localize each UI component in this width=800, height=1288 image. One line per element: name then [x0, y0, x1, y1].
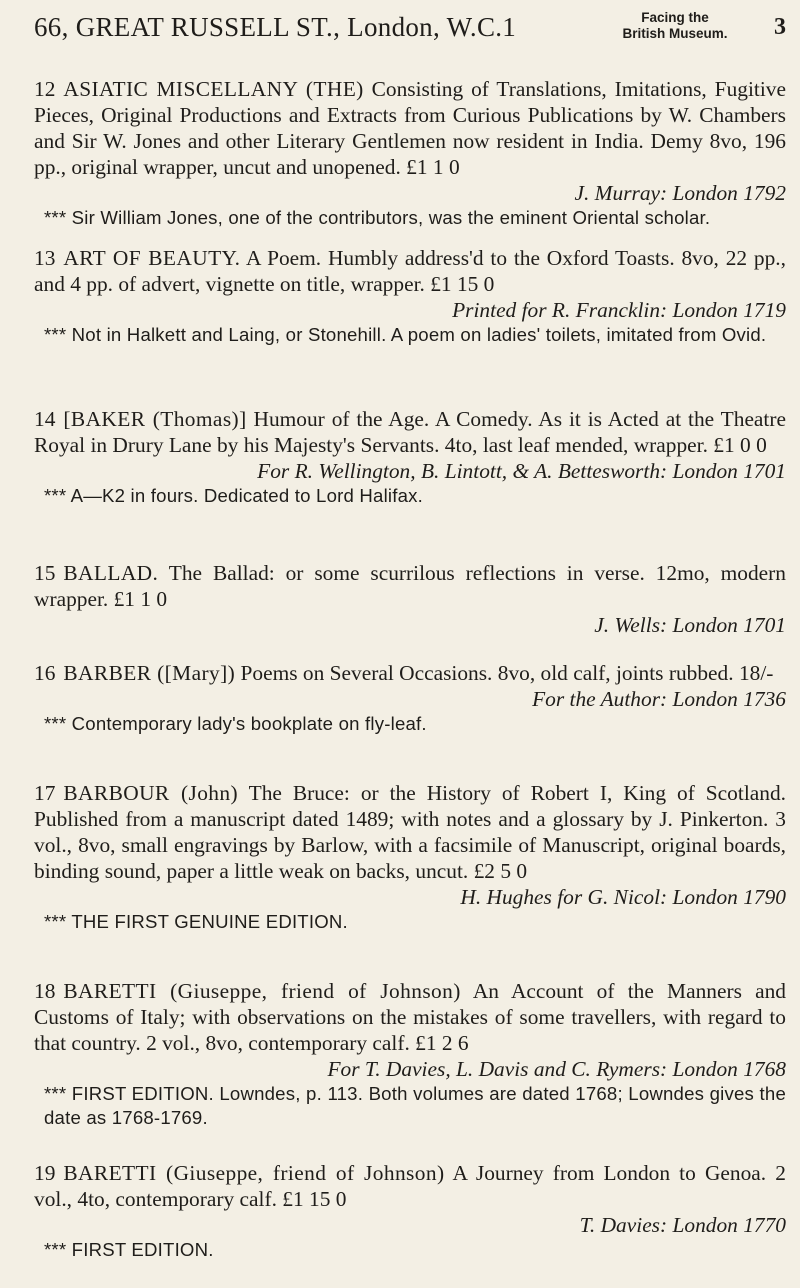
- entry-note: *** A—K2 in fours. Dedicated to Lord Halifax.: [44, 485, 424, 506]
- entry-description: A Poem. Humbly address'd to the Oxford Toasts. 8vo, 22 pp., and 4 pp. of advert, vignette on title, wrapper. £1 15 0: [34, 246, 786, 296]
- entry-text: [34, 245, 786, 297]
- entry-description: Consisting of Translations, Imitations, Fugitive Pieces, Original Productions and Extracts from Curious Publications by W. Chambers and Sir W. Jones and other Literary Gentlemen now resident in India. Demy 8vo, 196 pp., original wrapper, uncut and unopened. £1 1 0: [34, 77, 786, 179]
- entry-text: [34, 1160, 786, 1212]
- entry-number: 14: [34, 407, 56, 431]
- catalogue-entry: [34, 76, 786, 230]
- entry-text: [34, 406, 786, 458]
- entry-heading: BARBER ([Mary]): [63, 661, 236, 685]
- entry-imprint: H. Hughes for G. Nicol: London 1790: [460, 885, 786, 909]
- entry-heading: BARBOUR (John): [63, 781, 239, 805]
- entry-imprint: For R. Wellington, B. Lintott, & A. Bettesworth: London 1701: [257, 459, 786, 483]
- catalogue-entry: [34, 780, 786, 934]
- entry-description: Poems on Several Occasions. 8vo, old calf, joints rubbed. 18/-: [240, 661, 774, 685]
- entry-text: [34, 780, 786, 884]
- entry-description: Humour of the Age. A Comedy. As it is Acted at the Theatre Royal in Drury Lane by his Majesty's Servants. 4to, last leaf mended, wrapper. £1 0 0: [34, 407, 786, 457]
- entry-heading: BARETTI (Giuseppe, friend of Johnson): [63, 979, 461, 1003]
- entry-note: *** Not in Halkett and Laing, or Stonehill. A poem on ladies' toilets, imitated from Ovid.: [44, 324, 767, 345]
- catalogue-entry: [34, 660, 786, 736]
- header-museum-line: British Museum.: [622, 26, 728, 41]
- page-number: 3: [774, 14, 786, 40]
- entry-imprint: T. Davies: London 1770: [579, 1213, 786, 1237]
- catalogue-entry: [34, 245, 786, 347]
- entry-imprint: J. Wells: London 1701: [594, 613, 786, 637]
- entry-heading: BARETTI (Giuseppe, friend of Johnson): [63, 1161, 445, 1185]
- entry-note: *** Contemporary lady's bookplate on fly-leaf.: [44, 713, 427, 734]
- entry-description: The Ballad: or some scurrilous reflections in verse. 12mo, modern wrapper. £1 1 0: [34, 561, 786, 611]
- page-header: [34, 10, 786, 54]
- entry-description: An Account of the Manners and Customs of Italy; with observations on the mistakes of some travellers, with regard to that country. 2 vol., 8vo, contemporary calf. £1 2 6: [34, 979, 786, 1055]
- entry-heading: ART OF BEAUTY.: [63, 246, 241, 270]
- entry-imprint: Printed for R. Francklin: London 1719: [452, 298, 786, 322]
- entry-note: *** FIRST EDITION.: [44, 1239, 214, 1260]
- entry-note: *** Sir William Jones, one of the contributors, was the eminent Oriental scholar.: [44, 207, 711, 228]
- catalogue-entry: [34, 978, 786, 1130]
- entry-imprint: For the Author: London 1736: [532, 687, 786, 711]
- entry-text: [34, 560, 786, 612]
- entry-text: [34, 76, 786, 180]
- entry-number: 19: [34, 1161, 56, 1185]
- entry-note: *** THE FIRST GENUINE EDITION.: [44, 911, 348, 932]
- header-location-note: [600, 10, 750, 42]
- entry-imprint: J. Murray: London 1792: [574, 181, 786, 205]
- header-address: 66, GREAT RUSSELL ST., London, W.C.1: [34, 12, 517, 42]
- entry-number: 17: [34, 781, 56, 805]
- entry-imprint: For T. Davies, L. Davis and C. Rymers: London 1768: [327, 1057, 786, 1081]
- entry-description: The Bruce: or the History of Robert I, King of Scotland. Published from a manuscript dated 1489; with notes and a glossary by J. Pinkerton. 3 vol., 8vo, small engravings by Barlow, with a facsimile of Manuscript, original boards, binding sound, paper a little weak on backs, uncut. £2 5 0: [34, 781, 786, 883]
- entry-number: 18: [34, 979, 56, 1003]
- entry-heading: BALLAD.: [63, 561, 159, 585]
- entry-number: 16: [34, 661, 56, 685]
- entry-number: 12: [34, 77, 56, 101]
- entry-heading: [BAKER (Thomas)]: [63, 407, 247, 431]
- catalogue-entry: [34, 560, 786, 638]
- entry-text: [34, 660, 786, 686]
- header-facing-line: Facing the: [641, 10, 709, 25]
- entry-number: 13: [34, 246, 56, 270]
- entry-note: *** FIRST EDITION. Lowndes, p. 113. Both volumes are dated 1768; Lowndes gives the date as 1768-1769.: [44, 1083, 786, 1128]
- catalogue-entry: [34, 406, 786, 508]
- entry-heading: ASIATIC MISCELLANY (THE): [63, 77, 364, 101]
- catalogue-entry: [34, 1160, 786, 1262]
- entry-text: [34, 978, 786, 1056]
- entry-description: A Journey from London to Genoa. 2 vol., 4to, contemporary calf. £1 15 0: [34, 1161, 786, 1211]
- entry-number: 15: [34, 561, 56, 585]
